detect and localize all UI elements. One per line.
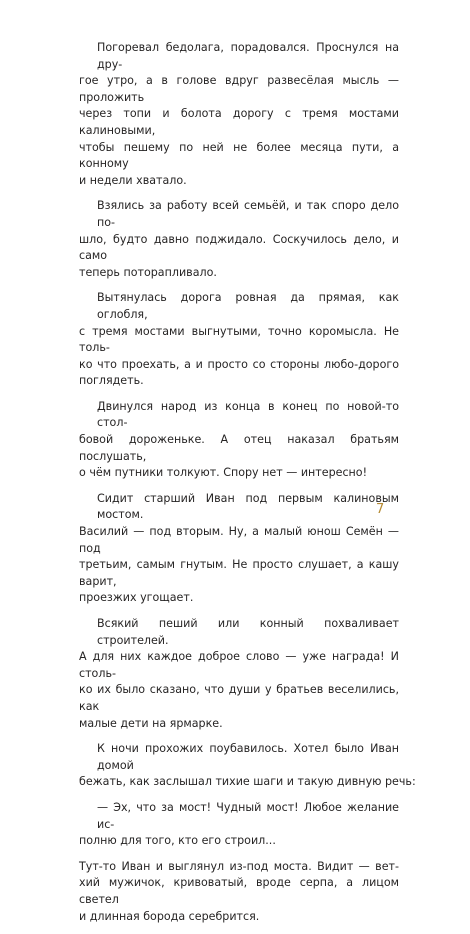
text-line: ко что проехать, а и просто со стороны любо-дорого: [79, 357, 399, 371]
text-line: третьим, самым гнутым. Не просто слушает, а кашу варит,: [79, 558, 399, 588]
text-line: о чём путники толкуют. Спору нет — интересно!: [79, 466, 368, 480]
page-number: 7: [376, 502, 385, 517]
story-text: [79, 40, 416, 934]
paragraph: [79, 741, 416, 791]
text-line: А для них каждое доброе слово — уже награда! И столь-: [79, 650, 399, 680]
text-line: и длинная борода серебрится.: [79, 909, 260, 923]
paragraph: [79, 399, 399, 482]
text-line: с тремя мостами выгнутыми, точно коромысла. Не толь-: [79, 324, 399, 355]
text-line: гое утро, а в голове вдруг развесёлая мысль — проложить: [79, 74, 399, 104]
paragraph: [79, 491, 399, 607]
text-line: Вытянулась дорога ровная да прямая, как оглобля,: [97, 291, 399, 321]
text-line: К ночи прохожих поубавилось. Хотел было Иван домой: [97, 742, 399, 772]
text-line: Взялись за работу всей семьёй, и так споро дело по-: [97, 199, 399, 229]
paragraph: [79, 290, 399, 390]
text-line: ко их было сказано, что души у братьев веселились, как: [79, 683, 399, 713]
text-line: малые дети на ярмарке.: [79, 716, 223, 730]
text-line: Сидит старший Иван под первым калиновым мостом.: [97, 491, 399, 522]
text-line: Двинулся народ из конца в конец по новой-то стол-: [97, 399, 399, 430]
text-line: и недели хватало.: [79, 173, 187, 187]
text-line: Василий — под вторым. Ну, а малый юнош Семён — под: [79, 525, 399, 555]
text-line: бежать, как заслышал тихие шаги и такую дивную речь:: [79, 775, 416, 789]
paragraph: [79, 198, 399, 281]
text-line: бовой дороженьке. А отец наказал братьям послушать,: [79, 433, 399, 463]
text-line: — Эх, что за мост! Чудный мост! Любое желание ис-: [97, 800, 399, 831]
text-line: поглядеть.: [79, 374, 144, 388]
text-line: теперь поторапливало.: [79, 265, 217, 279]
text-line: Погоревал бедолага, порадовался. Проснулся на дру-: [97, 41, 399, 71]
text-line: Тут-то Иван и выглянул из-под моста. Видит — вет-: [79, 859, 399, 873]
paragraph: [79, 859, 399, 925]
paragraph: [79, 616, 399, 732]
text-line: полню для того, кто его строил...: [79, 834, 276, 848]
text-line: хий мужичок, кривоватый, вроде серпа, а лицом светел: [79, 876, 399, 906]
text-line: через топи и болота дорогу с тремя мостами калиновыми,: [79, 107, 399, 137]
text-line: Всякий пеший или конный похваливает строителей.: [97, 617, 399, 647]
text-line: проезжих угощает.: [79, 591, 194, 605]
paragraph: [79, 800, 399, 850]
text-line: чтобы пешему по ней не более месяца пути, а конному: [79, 140, 399, 171]
paragraph: [79, 40, 399, 189]
text-line: шло, будто давно поджидало. Соскучилось дело, и само: [79, 232, 399, 263]
